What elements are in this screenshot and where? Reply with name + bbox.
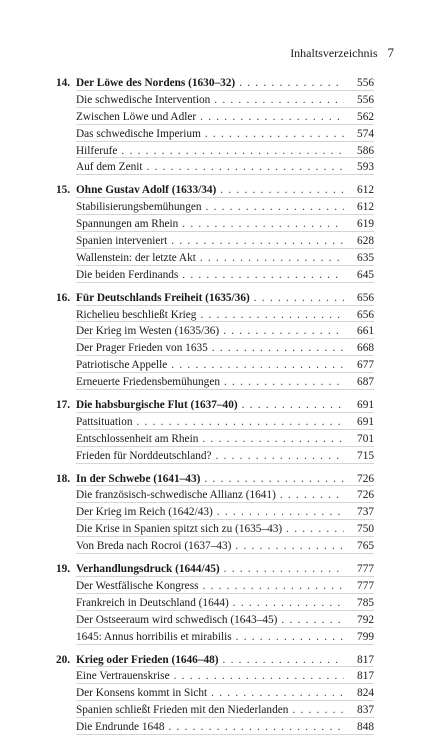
page-number: 7 [387,45,394,60]
entry-title: Die schwedische Intervention [76,93,211,106]
entry-page: 619 [357,218,374,231]
entry-page: 765 [357,540,374,553]
entry-page: 677 [357,359,374,372]
leader-dots [202,578,344,595]
entry-page: 750 [357,523,374,536]
chapter-title: Verhandlungsdruck (1644/45) [76,563,220,576]
chapter-number: 17. [56,399,71,412]
entry-title: Richelieu beschließt Krieg [76,308,197,321]
toc-entry[interactable] [56,595,374,612]
entry-page: 817 [357,670,374,683]
toc-entry[interactable] [56,431,374,448]
entry-page: 777 [357,579,374,592]
entry-title: Auf dem Zenit [76,161,143,174]
entry-title: Von Breda nach Rocroi (1637–43) [76,540,232,553]
toc-entry[interactable] [56,414,374,431]
chapter-number: 20. [56,653,71,666]
entry-page: 737 [357,506,374,519]
chapter-title: Krieg oder Frieden (1646–48) [76,653,219,666]
entry-title: Spanien schließt Frieden mit den Niederlanden [76,704,289,717]
toc-entry[interactable] [56,521,374,538]
leader-dots [242,397,344,414]
entry-title: Entschlossenheit am Rhein [76,432,199,445]
toc-chapter [56,75,374,176]
leader-dots [171,357,344,374]
running-header-title: Inhaltsverzeichnis [290,46,378,60]
entry-page: 799 [357,630,374,643]
leader-dots [217,504,344,521]
leader-dots [214,92,344,109]
entry-page: 837 [357,704,374,717]
entry-title: Der Westfälische Kongress [76,579,199,592]
leader-dots [202,431,344,448]
entry-title: Zwischen Löwe und Adler [76,110,197,123]
toc-chapter [56,182,374,283]
entry-title: Der Krieg im Reich (1642/43) [76,506,213,519]
entry-title: Frankreich in Deutschland (1644) [76,596,229,609]
chapter-page: 656 [357,291,374,304]
leader-dots [137,414,345,431]
entry-title: Die beiden Ferdinands [76,268,179,281]
chapter-title: Der Löwe des Nordens (1630–32) [76,77,236,89]
entry-page: 556 [357,93,374,106]
entry-title: Die Krise in Spanien spitzt sich zu (1635–43) [76,523,283,536]
toc-entry[interactable] [56,629,374,646]
toc-entry[interactable] [56,109,374,126]
leader-dots [147,159,344,176]
leader-dots [204,471,344,488]
entry-page: 656 [357,308,374,321]
chapter-number: 19. [56,563,71,576]
toc-entry[interactable] [56,504,374,521]
leader-dots [236,629,344,646]
entry-title: Eine Vertrauenskrise [76,670,170,683]
toc-entry[interactable] [56,233,374,250]
toc-entry[interactable] [56,357,374,374]
toc-chapter-heading[interactable] [56,397,374,414]
toc-entry[interactable] [56,538,374,555]
chapter-title: Für Deutschlands Freiheit (1635/36) [76,291,250,304]
entry-title: Hilferufe [76,144,118,157]
leader-dots [171,233,344,250]
entry-page: 848 [357,721,374,734]
entry-page: 691 [357,415,374,428]
entry-title: Patriotische Appelle [76,359,168,372]
toc-chapter-heading[interactable] [56,652,374,669]
toc-chapter-heading[interactable] [56,471,374,488]
leader-dots [200,307,344,324]
toc-chapter [56,397,374,465]
entry-title: Der Ostseeraum wird schwedisch (1643–45) [76,613,278,626]
entry-page: 593 [357,161,374,174]
toc-entry[interactable] [56,448,374,465]
toc-entry[interactable] [56,159,374,176]
leader-dots [182,267,344,284]
chapter-title: Die habsburgische Flut (1637–40) [76,399,238,412]
entry-page: 645 [357,268,374,281]
entry-page: 824 [357,687,374,700]
leader-dots [239,75,344,92]
entry-page: 668 [357,342,374,355]
toc-entry[interactable] [56,250,374,267]
toc-chapter-heading[interactable] [56,75,374,92]
chapter-number: 15. [56,184,71,197]
chapter-page: 612 [357,184,374,197]
entry-page: 574 [357,127,374,140]
toc-chapter [56,290,374,391]
entry-title: Die Endrunde 1648 [76,721,165,734]
toc-entry[interactable] [56,668,374,685]
toc-entry[interactable] [56,578,374,595]
leader-dots [280,487,344,504]
chapter-page: 817 [357,653,374,666]
leader-dots [224,374,344,391]
leader-dots [233,595,344,612]
entry-title: Die französisch-schwedische Allianz (1641) [76,489,276,502]
leader-dots [220,182,344,199]
leader-dots [200,250,344,267]
leader-dots [223,652,344,669]
toc-entry[interactable] [56,267,374,284]
entry-title: Der Prager Frieden von 1635 [76,342,208,355]
chapter-number: 18. [56,472,71,485]
chapter-page: 726 [357,472,374,485]
leader-dots [281,612,344,629]
entry-page: 687 [357,376,374,389]
table-of-contents [56,75,374,742]
leader-dots [224,561,344,578]
entry-page: 715 [357,449,374,462]
toc-entry[interactable] [56,126,374,143]
toc-chapter-heading[interactable] [56,182,374,199]
entry-title: Der Krieg im Westen (1635/36) [76,325,220,338]
leader-dots [174,668,344,685]
toc-chapter [56,471,374,555]
entry-page: 562 [357,110,374,123]
toc-entry[interactable] [56,487,374,504]
toc-chapter-heading[interactable] [56,290,374,307]
entry-title: Spannungen am Rhein [76,218,179,231]
toc-chapter [56,561,374,645]
leader-dots [254,290,344,307]
chapter-page: 777 [357,563,374,576]
entry-title: Wallenstein: der letzte Akt [76,251,196,264]
entry-page: 792 [357,613,374,626]
leader-dots [205,126,344,143]
entry-title: Stabilisierungsbemühungen [76,201,202,214]
leader-dots [182,216,344,233]
entry-title: Erneuerte Friedensbemühungen [76,376,220,389]
toc-entry[interactable] [56,307,374,324]
toc-entry[interactable] [56,702,374,719]
toc-entry[interactable] [56,199,374,216]
leader-dots [216,448,344,465]
leader-dots [121,143,344,160]
leader-dots [223,323,344,340]
entry-page: 701 [357,432,374,445]
entry-page: 586 [357,144,374,157]
entry-page: 785 [357,596,374,609]
entry-title: Frieden für Norddeutschland? [76,449,212,462]
entry-page: 628 [357,235,374,248]
toc-chapter [56,652,374,736]
chapter-title: Ohne Gustav Adolf (1633/34) [76,184,217,197]
leader-dots [206,199,344,216]
chapter-number: 14. [56,77,71,89]
entry-page: 661 [357,325,374,338]
chapter-title: In der Schwebe (1641–43) [76,472,201,485]
entry-title: Spanien interveniert [76,235,168,248]
entry-page: 635 [357,251,374,264]
entry-title: Pattsituation [76,415,133,428]
chapter-page: 691 [357,399,374,412]
leader-dots [211,685,344,702]
entry-title: 1645: Annus horribilis et mirabilis [76,630,232,643]
toc-entry[interactable] [56,340,374,357]
leader-dots [292,702,344,719]
leader-dots [168,719,344,736]
leader-dots [200,109,344,126]
toc-entry[interactable] [56,143,374,160]
toc-entry[interactable] [56,612,374,629]
entry-title: Der Konsens kommt in Sicht [76,687,208,700]
leader-dots [212,340,344,357]
entry-page: 612 [357,201,374,214]
leader-dots [235,538,344,555]
chapter-page: 556 [357,77,374,89]
leader-dots [286,521,344,538]
chapter-number: 16. [56,291,71,304]
toc-entry[interactable] [56,685,374,702]
toc-entry[interactable] [56,216,374,233]
toc-entry[interactable] [56,92,374,109]
entry-title: Das schwedische Imperium [76,127,201,140]
running-header [290,45,394,61]
toc-entry[interactable] [56,719,374,736]
toc-entry[interactable] [56,323,374,340]
entry-page: 726 [357,489,374,502]
toc-chapter-heading[interactable] [56,561,374,578]
toc-entry[interactable] [56,374,374,391]
